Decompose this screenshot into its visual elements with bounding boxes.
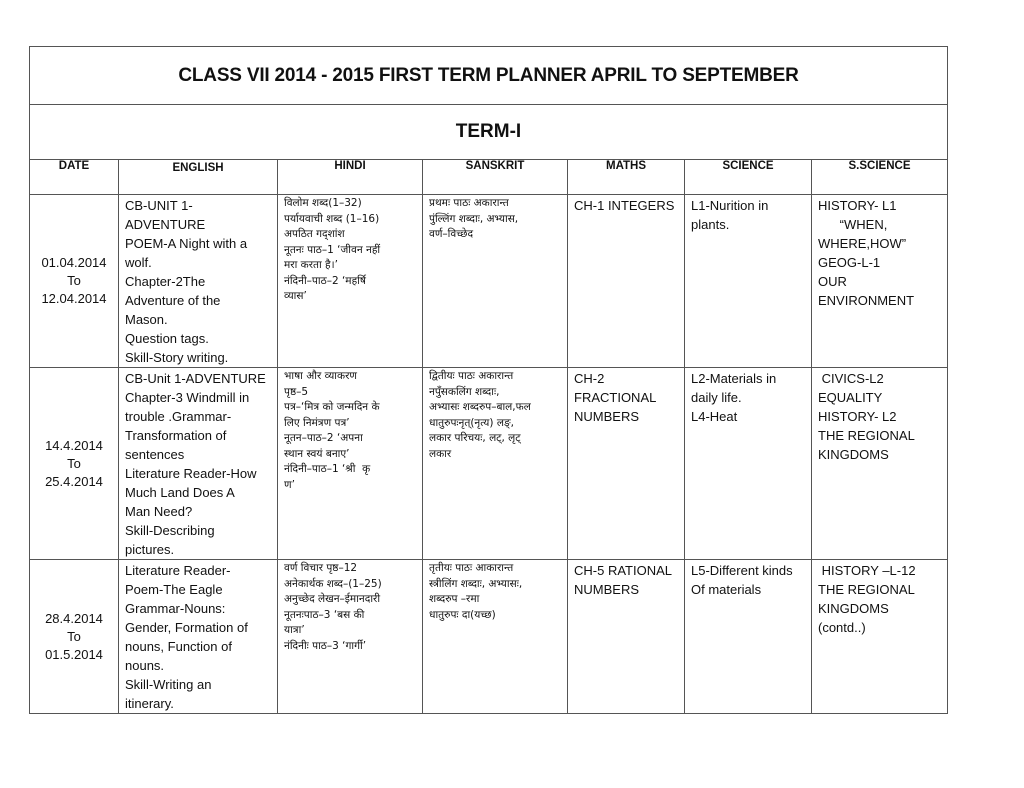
cell-line: पत्र–‘मित्र को जन्मदिन के: [284, 401, 380, 413]
cell-line: शब्दरुप –रमा: [429, 593, 480, 605]
cell-line: यात्रा’: [284, 624, 305, 636]
cell-line: “WHEN,: [818, 217, 888, 232]
cell-line: विलोम शब्द(1–32): [284, 197, 362, 209]
cell-line: CH-1 INTEGERS: [574, 198, 675, 213]
cell-line: HISTORY- L1: [818, 198, 897, 213]
cell-line: Adventure of the: [125, 293, 221, 308]
cell-line: L2-Materials in: [691, 371, 777, 386]
cell-line: 28.4.2014: [45, 610, 103, 626]
table-row: [30, 560, 948, 714]
science-cell: [685, 368, 812, 560]
cell-line: पुंल्लिंग शब्दाः, अभ्यास,: [429, 212, 519, 225]
cell-line: CH-5 RATIONAL: [574, 563, 672, 578]
cell-line: NUMBERS: [574, 409, 640, 424]
planner-title: CLASS VII 2014 - 2015 FIRST TERM PLANNER APRIL TO SEPTEMBER: [30, 47, 948, 105]
cell-line: THE REGIONAL: [818, 428, 915, 443]
cell-line: मरा करता है।’: [284, 259, 338, 271]
term-heading: TERM-I: [30, 105, 948, 160]
cell-line: Grammar-Nouns:: [125, 601, 226, 616]
cell-line: daily life.: [691, 390, 742, 405]
cell-line: अनुच्छेद लेखन–ईमानदारी: [284, 593, 381, 605]
cell-line: FRACTIONAL: [574, 390, 657, 405]
cell-line: pictures.: [125, 542, 175, 557]
cell-line: 01.04.2014: [41, 255, 107, 270]
cell-line: L5-Different kinds: [691, 563, 793, 578]
maths-cell: [568, 195, 685, 368]
cell-line: प्रथमः पाठः अकारान्त: [429, 197, 509, 209]
cell-line: नंदिनी–पाठ–1 ‘श्री कृ: [284, 463, 371, 475]
sanskrit-cell: [423, 560, 568, 714]
maths-cell: [568, 560, 685, 714]
cell-line: नूतन–पाठ–2 ‘अपना: [284, 432, 363, 444]
cell-line: HISTORY- L2: [818, 409, 897, 424]
cell-line: Poem-The Eagle: [125, 582, 223, 597]
cell-line: Skill-Story writing.: [125, 350, 229, 365]
cell-line: POEM-A Night with a: [125, 236, 248, 251]
header-maths: MATHS: [568, 160, 685, 195]
cell-line: L1-Nurition in: [691, 198, 769, 213]
english-cell: [119, 368, 278, 560]
cell-line: CH-2: [574, 371, 605, 386]
cell-line: nouns, Function of: [125, 639, 232, 654]
cell-line: To: [67, 628, 81, 644]
cell-line: (contd..): [818, 620, 866, 635]
cell-line: 25.4.2014: [45, 473, 103, 489]
hindi-cell: [278, 560, 423, 714]
cell-line: व्यास’: [284, 290, 307, 302]
cell-line: ण’: [284, 478, 295, 491]
cell-line: द्वितीयः पाठः अकारान्त: [429, 370, 514, 382]
sanskrit-cell: [423, 195, 568, 368]
date-cell: [30, 195, 119, 368]
header-english-label: ENGLISH: [172, 162, 224, 174]
table-row: [30, 195, 948, 368]
date-cell: [30, 368, 119, 560]
cell-line: तृतीयः पाठः आकारान्त: [429, 562, 514, 574]
cell-line: लकार: [429, 447, 452, 460]
header-sscience: S.SCIENCE: [812, 160, 948, 195]
english-cell: [119, 560, 278, 714]
science-cell: [685, 195, 812, 368]
cell-line: नूतनः पाठ–1 ‘जीवन नहीं: [284, 243, 381, 256]
cell-line: पृष्ठ–5: [284, 385, 309, 398]
header-hindi: HINDI: [278, 160, 423, 195]
header-english: [119, 160, 278, 195]
cell-line: पर्यायवाची शब्द (1–16): [284, 212, 380, 225]
cell-line: wolf.: [125, 255, 152, 270]
cell-line: Of materials: [691, 582, 762, 597]
cell-line: अपठित गद्शांश: [284, 228, 345, 240]
cell-line: To: [67, 455, 81, 471]
header-sanskrit: SANSKRIT: [423, 160, 568, 195]
sanskrit-cell: [423, 368, 568, 560]
cell-line: Transformation of: [125, 428, 227, 443]
cell-line: WHERE,HOW”: [818, 236, 907, 251]
cell-line: Literature Reader-: [125, 563, 231, 578]
cell-line: ADVENTURE: [125, 217, 206, 232]
cell-line: OUR: [818, 274, 847, 289]
cell-line: Skill-Writing an: [125, 677, 212, 692]
cell-line: Chapter-2The: [125, 274, 206, 289]
cell-line: 01.5.2014: [45, 646, 103, 662]
cell-line: नंदिनीः पाठ–3 ‘गार्गी’: [284, 639, 367, 652]
cell-line: GEOG-L-1: [818, 255, 881, 270]
english-cell: [119, 195, 278, 368]
cell-line: नंदिनी–पाठ–2 ‘महर्षि: [284, 274, 366, 287]
cell-line: अभ्यासः शब्दरुप–बाल,फल: [429, 401, 531, 413]
cell-line: Question tags.: [125, 331, 209, 346]
cell-line: Mason.: [125, 312, 168, 327]
sscience-cell: [812, 195, 948, 368]
cell-line: Man Need?: [125, 504, 193, 519]
hindi-cell: [278, 368, 423, 560]
cell-line: स्त्रीलिंग शब्दाः, अभ्यासः,: [429, 577, 523, 590]
science-cell: [685, 560, 812, 714]
cell-line: Chapter-3 Windmill in: [125, 390, 250, 405]
cell-line: HISTORY –L-12: [818, 563, 916, 578]
sscience-cell: [812, 560, 948, 714]
header-science: SCIENCE: [685, 160, 812, 195]
cell-line: Gender, Formation of: [125, 620, 248, 635]
cell-line: लिए निमंत्रण पत्र’: [284, 416, 350, 429]
cell-line: धातुरुपःनृत्(नृत्य) लङ्,: [429, 416, 514, 429]
cell-line: EQUALITY: [818, 390, 883, 405]
cell-line: 12.04.2014: [41, 291, 107, 306]
cell-line: भाषा और व्याकरण: [284, 370, 357, 382]
cell-line: plants.: [691, 217, 730, 232]
cell-line: 14.4.2014: [45, 437, 103, 453]
cell-line: धातुरुपः दा(यच्छ): [429, 608, 496, 621]
cell-line: नूतनःपाठ–3 ‘बस की: [284, 608, 365, 621]
cell-line: KINGDOMS: [818, 601, 889, 616]
cell-line: CB-Unit 1-ADVENTURE: [125, 371, 266, 386]
cell-line: sentences: [125, 447, 185, 462]
table-row: [30, 368, 948, 560]
cell-line: नपुँसकलिंग शब्दाः,: [429, 385, 500, 398]
cell-line: Skill-Describing: [125, 523, 215, 538]
cell-line: अनेकार्थक शब्द–(1–25): [284, 577, 382, 590]
header-date: DATE: [30, 160, 119, 195]
cell-line: Much Land Does A: [125, 485, 235, 500]
maths-cell: [568, 368, 685, 560]
sscience-cell: [812, 368, 948, 560]
cell-line: स्थान स्वयं बनाए’: [284, 447, 350, 460]
cell-line: To: [67, 273, 81, 288]
cell-line: THE REGIONAL: [818, 582, 915, 597]
cell-line: CB-UNIT 1-: [125, 198, 193, 213]
cell-line: वर्ण–विच्छेद: [429, 228, 474, 240]
date-cell: [30, 560, 119, 714]
hindi-cell: [278, 195, 423, 368]
cell-line: nouns.: [125, 658, 165, 673]
column-header-row: [30, 160, 948, 195]
cell-line: ENVIRONMENT: [818, 293, 915, 308]
cell-line: Literature Reader-How: [125, 466, 257, 481]
cell-line: trouble .Grammar-: [125, 409, 232, 424]
cell-line: L4-Heat: [691, 409, 738, 424]
cell-line: CIVICS-L2: [818, 371, 884, 386]
cell-line: itinerary.: [125, 696, 174, 711]
cell-line: NUMBERS: [574, 582, 640, 597]
cell-line: KINGDOMS: [818, 447, 889, 462]
cell-line: लकार परिचयः, लट्, लृट्: [429, 432, 521, 444]
planner-table: [29, 46, 948, 714]
cell-line: वर्ण विचार पृष्ठ–12: [284, 562, 358, 574]
